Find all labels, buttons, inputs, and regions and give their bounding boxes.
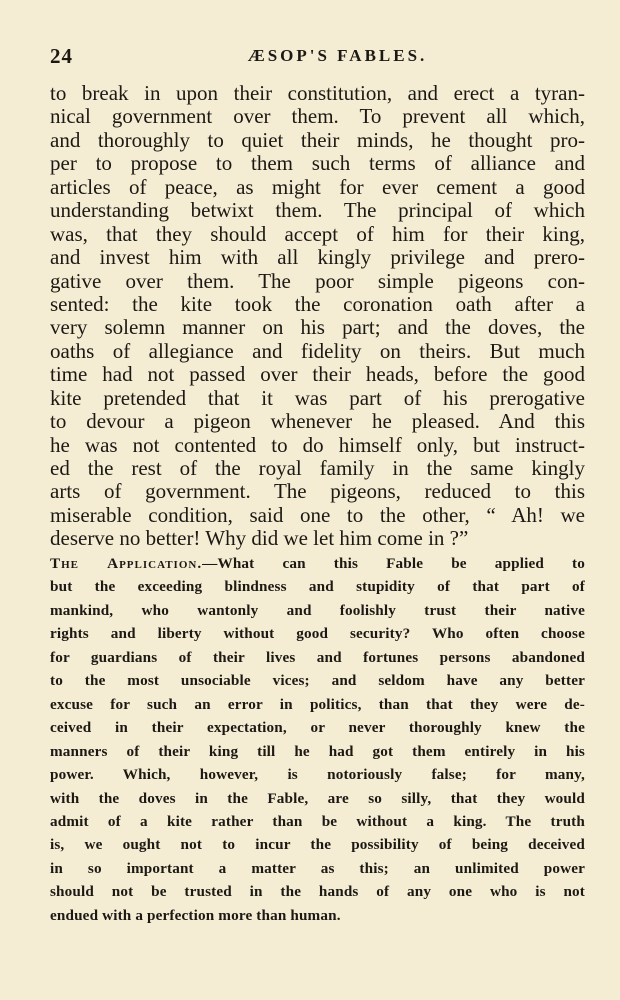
- text-line: to break in upon their constitution, and erect a tyran-: [50, 82, 585, 105]
- application-first-line-text: —What can this Fable be applied to: [202, 555, 585, 572]
- text-line: oaths of allegiance and fidelity on theirs. But much: [50, 339, 585, 363]
- text-line: he was not contented to do himself only, but instruct-: [50, 433, 585, 457]
- text-line: to devour a pigeon whenever he pleased. And this: [50, 410, 585, 434]
- text-line: arts of government. The pigeons, reduced to this: [50, 480, 585, 504]
- application-line: mankind, who wantonly and foolishly trust their native: [50, 601, 585, 619]
- text-line: sented: the kite took the coronation oath after a: [50, 292, 585, 316]
- running-head: ÆSOP'S FABLES.: [247, 46, 428, 65]
- application-title: The Application.: [50, 555, 203, 572]
- application-line: rights and liberty without good security? Who often choose: [50, 625, 585, 643]
- text-line: understanding betwixt them. The principal of which: [50, 199, 585, 223]
- page-number: 24: [50, 44, 73, 68]
- application-line: manners of their king till he had got them entirely in his: [50, 742, 585, 760]
- text-line: kite pretended that it was part of his prerogative: [50, 386, 585, 410]
- text-line: and invest him with all kingly privilege and prero-: [50, 246, 585, 270]
- application-line: but the exceeding blindness and stupidity of that part of: [50, 578, 585, 596]
- application-line: endued with a perfection more than human.: [50, 906, 341, 924]
- page-header: [50, 44, 585, 68]
- text-line: time had not passed over their heads, before the good: [50, 363, 585, 387]
- text-line: very solemn manner on his part; and the doves, the: [50, 316, 585, 340]
- text-line: and thoroughly to quiet their minds, he thought pro-: [50, 128, 585, 152]
- text-line: articles of peace, as might for ever cement a good: [50, 175, 585, 199]
- text-line: miserable condition, said one to the other, “ Ah! we: [50, 503, 585, 527]
- text-line: deserve no better! Why did we let him come in ?”: [50, 527, 469, 551]
- fable-text: [50, 82, 585, 551]
- text-line: gative over them. The poor simple pigeons con-: [50, 269, 585, 293]
- text-line: nical government over them. To prevent all which,: [50, 105, 585, 129]
- application-section: [50, 552, 585, 927]
- application-line: for guardians of their lives and fortunes persons abandoned: [50, 648, 585, 666]
- application-line: admit of a kite rather than be without a king. The truth: [50, 812, 585, 830]
- application-line: with the doves in the Fable, are so silly, that they would: [50, 789, 585, 807]
- application-line: power. Which, however, is notoriously false; for many,: [50, 766, 585, 784]
- application-line: in so important a matter as this; an unlimited power: [50, 859, 585, 877]
- application-line: should not be trusted in the hands of any one who is not: [50, 883, 585, 901]
- application-first-line: [50, 552, 585, 575]
- text-line: per to propose to them such terms of alliance and: [50, 152, 585, 176]
- text-line: was, that they should accept of him for their king,: [50, 222, 585, 246]
- text-line: ed the rest of the royal family in the same kingly: [50, 457, 585, 480]
- application-line: ceived in their expectation, or never thoroughly knew the: [50, 719, 585, 737]
- application-line: to the most unsociable vices; and seldom have any better: [50, 672, 585, 690]
- application-line: excuse for such an error in politics, than that they were de-: [50, 695, 585, 713]
- application-line: is, we ought not to incur the possibility of being deceived: [50, 836, 585, 854]
